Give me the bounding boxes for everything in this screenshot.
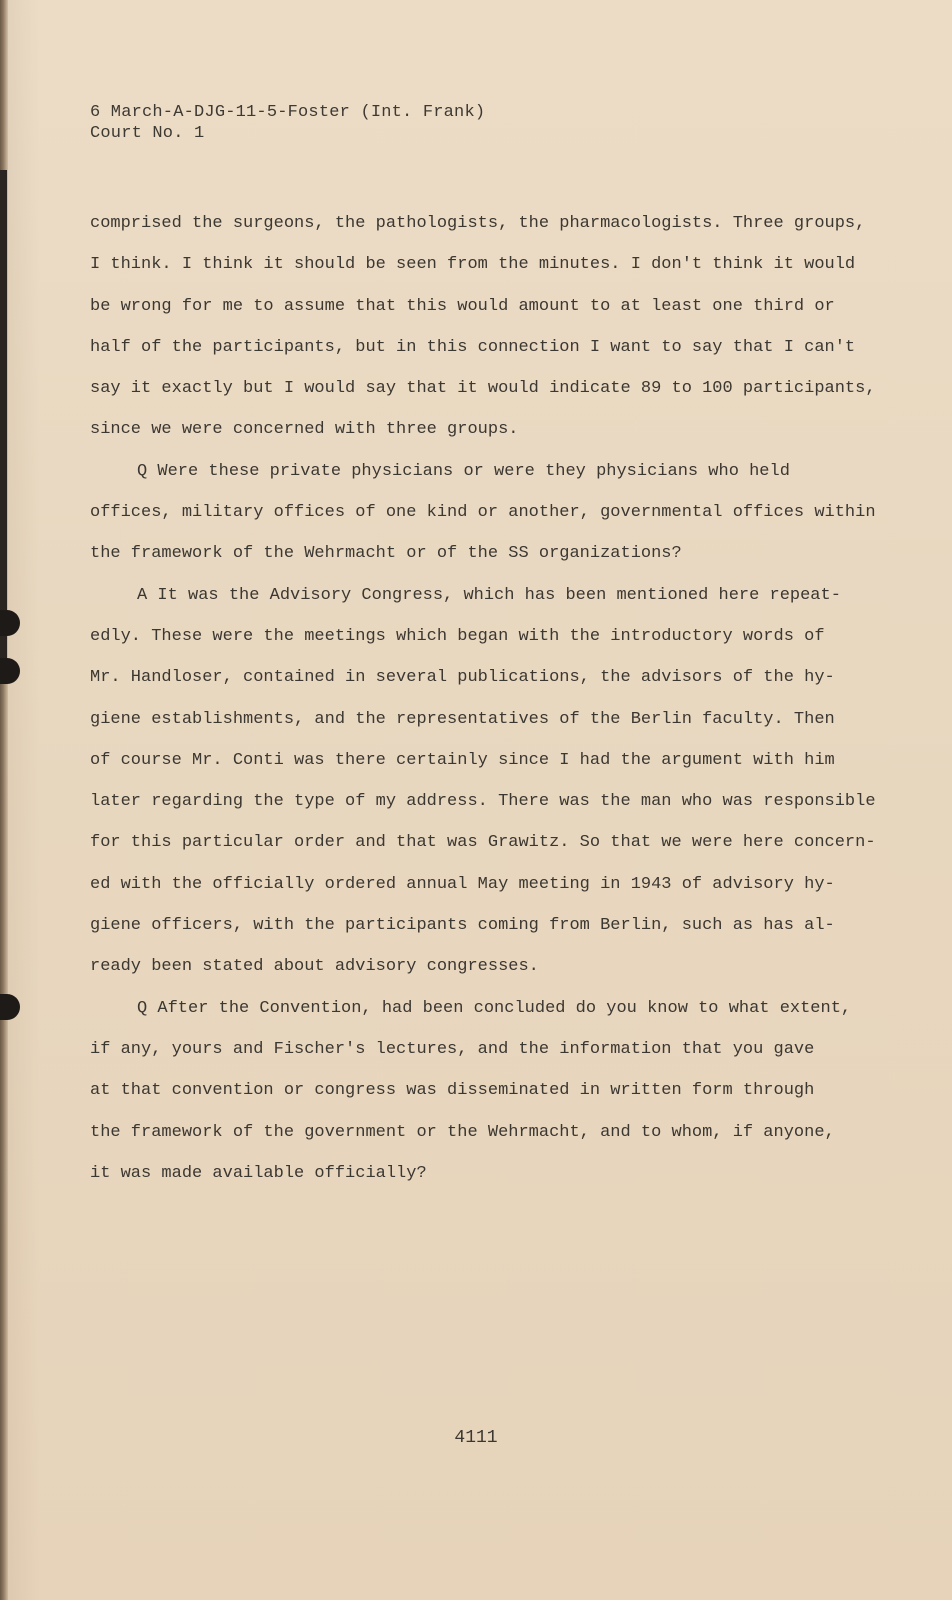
- text-line: since we were concerned with three groups.: [90, 420, 519, 440]
- text-line: for this particular order and that was Grawitz. So that we were here concern-: [90, 833, 876, 853]
- header-case-line: 6 March-A-DJG-11-5-Foster (Int. Frank): [90, 103, 486, 122]
- document-header: [90, 102, 485, 144]
- text-line: edly. These were the meetings which began with the introductory words of: [90, 626, 825, 646]
- text-line: giene officers, with the participants coming from Berlin, such as has al-: [90, 916, 835, 936]
- punch-hole: [0, 610, 20, 636]
- text-line: of course Mr. Conti was there certainly since I had the argument with him: [90, 750, 835, 770]
- punch-hole: [0, 658, 20, 684]
- text-line: the framework of the Wehrmacht or of the SS organizations?: [90, 544, 682, 564]
- text-line: at that convention or congress was disseminated in written form through: [90, 1081, 815, 1101]
- text-line: giene establishments, and the representatives of the Berlin faculty. Then: [90, 709, 835, 729]
- punch-hole: [0, 994, 20, 1020]
- text-line: comprised the surgeons, the pathologists, the pharmacologists. Three groups,: [90, 214, 866, 233]
- text-line: if any, yours and Fischer's lectures, and the information that you gave: [90, 1039, 815, 1059]
- text-line: half of the participants, but in this connection I want to say that I can't: [90, 337, 856, 357]
- margin-ink-strip: [0, 170, 7, 660]
- question-line: Q After the Convention, had been concluded do you know to what extent,: [137, 998, 852, 1018]
- question-line: Q Were these private physicians or were they physicians who held: [137, 461, 790, 481]
- text-line: I think. I think it should be seen from the minutes. I don't think it would: [90, 255, 856, 275]
- text-line: say it exactly but I would say that it would indicate 89 to 100 participants,: [90, 379, 876, 399]
- text-line: it was made available officially?: [90, 1163, 427, 1183]
- text-line: offices, military offices of one kind or another, governmental offices within: [90, 503, 876, 523]
- text-line: Mr. Handloser, contained in several publications, the advisors of the hy-: [90, 668, 835, 688]
- text-line: the framework of the government or the Wehrmacht, and to whom, if anyone,: [90, 1122, 835, 1142]
- text-line: be wrong for me to assume that this would amount to at least one third or: [90, 296, 835, 316]
- text-line: ready been stated about advisory congresses.: [90, 957, 539, 977]
- text-line: ed with the officially ordered annual May meeting in 1943 of advisory hy-: [90, 874, 835, 894]
- text-line: later regarding the type of my address. There was the man who was responsible: [90, 792, 876, 812]
- answer-line: A It was the Advisory Congress, which has been mentioned here repeat-: [137, 585, 841, 605]
- transcript-body: [90, 203, 890, 1194]
- page-number: 4111: [454, 1428, 498, 1448]
- header-court-line: Court No. 1: [90, 124, 205, 143]
